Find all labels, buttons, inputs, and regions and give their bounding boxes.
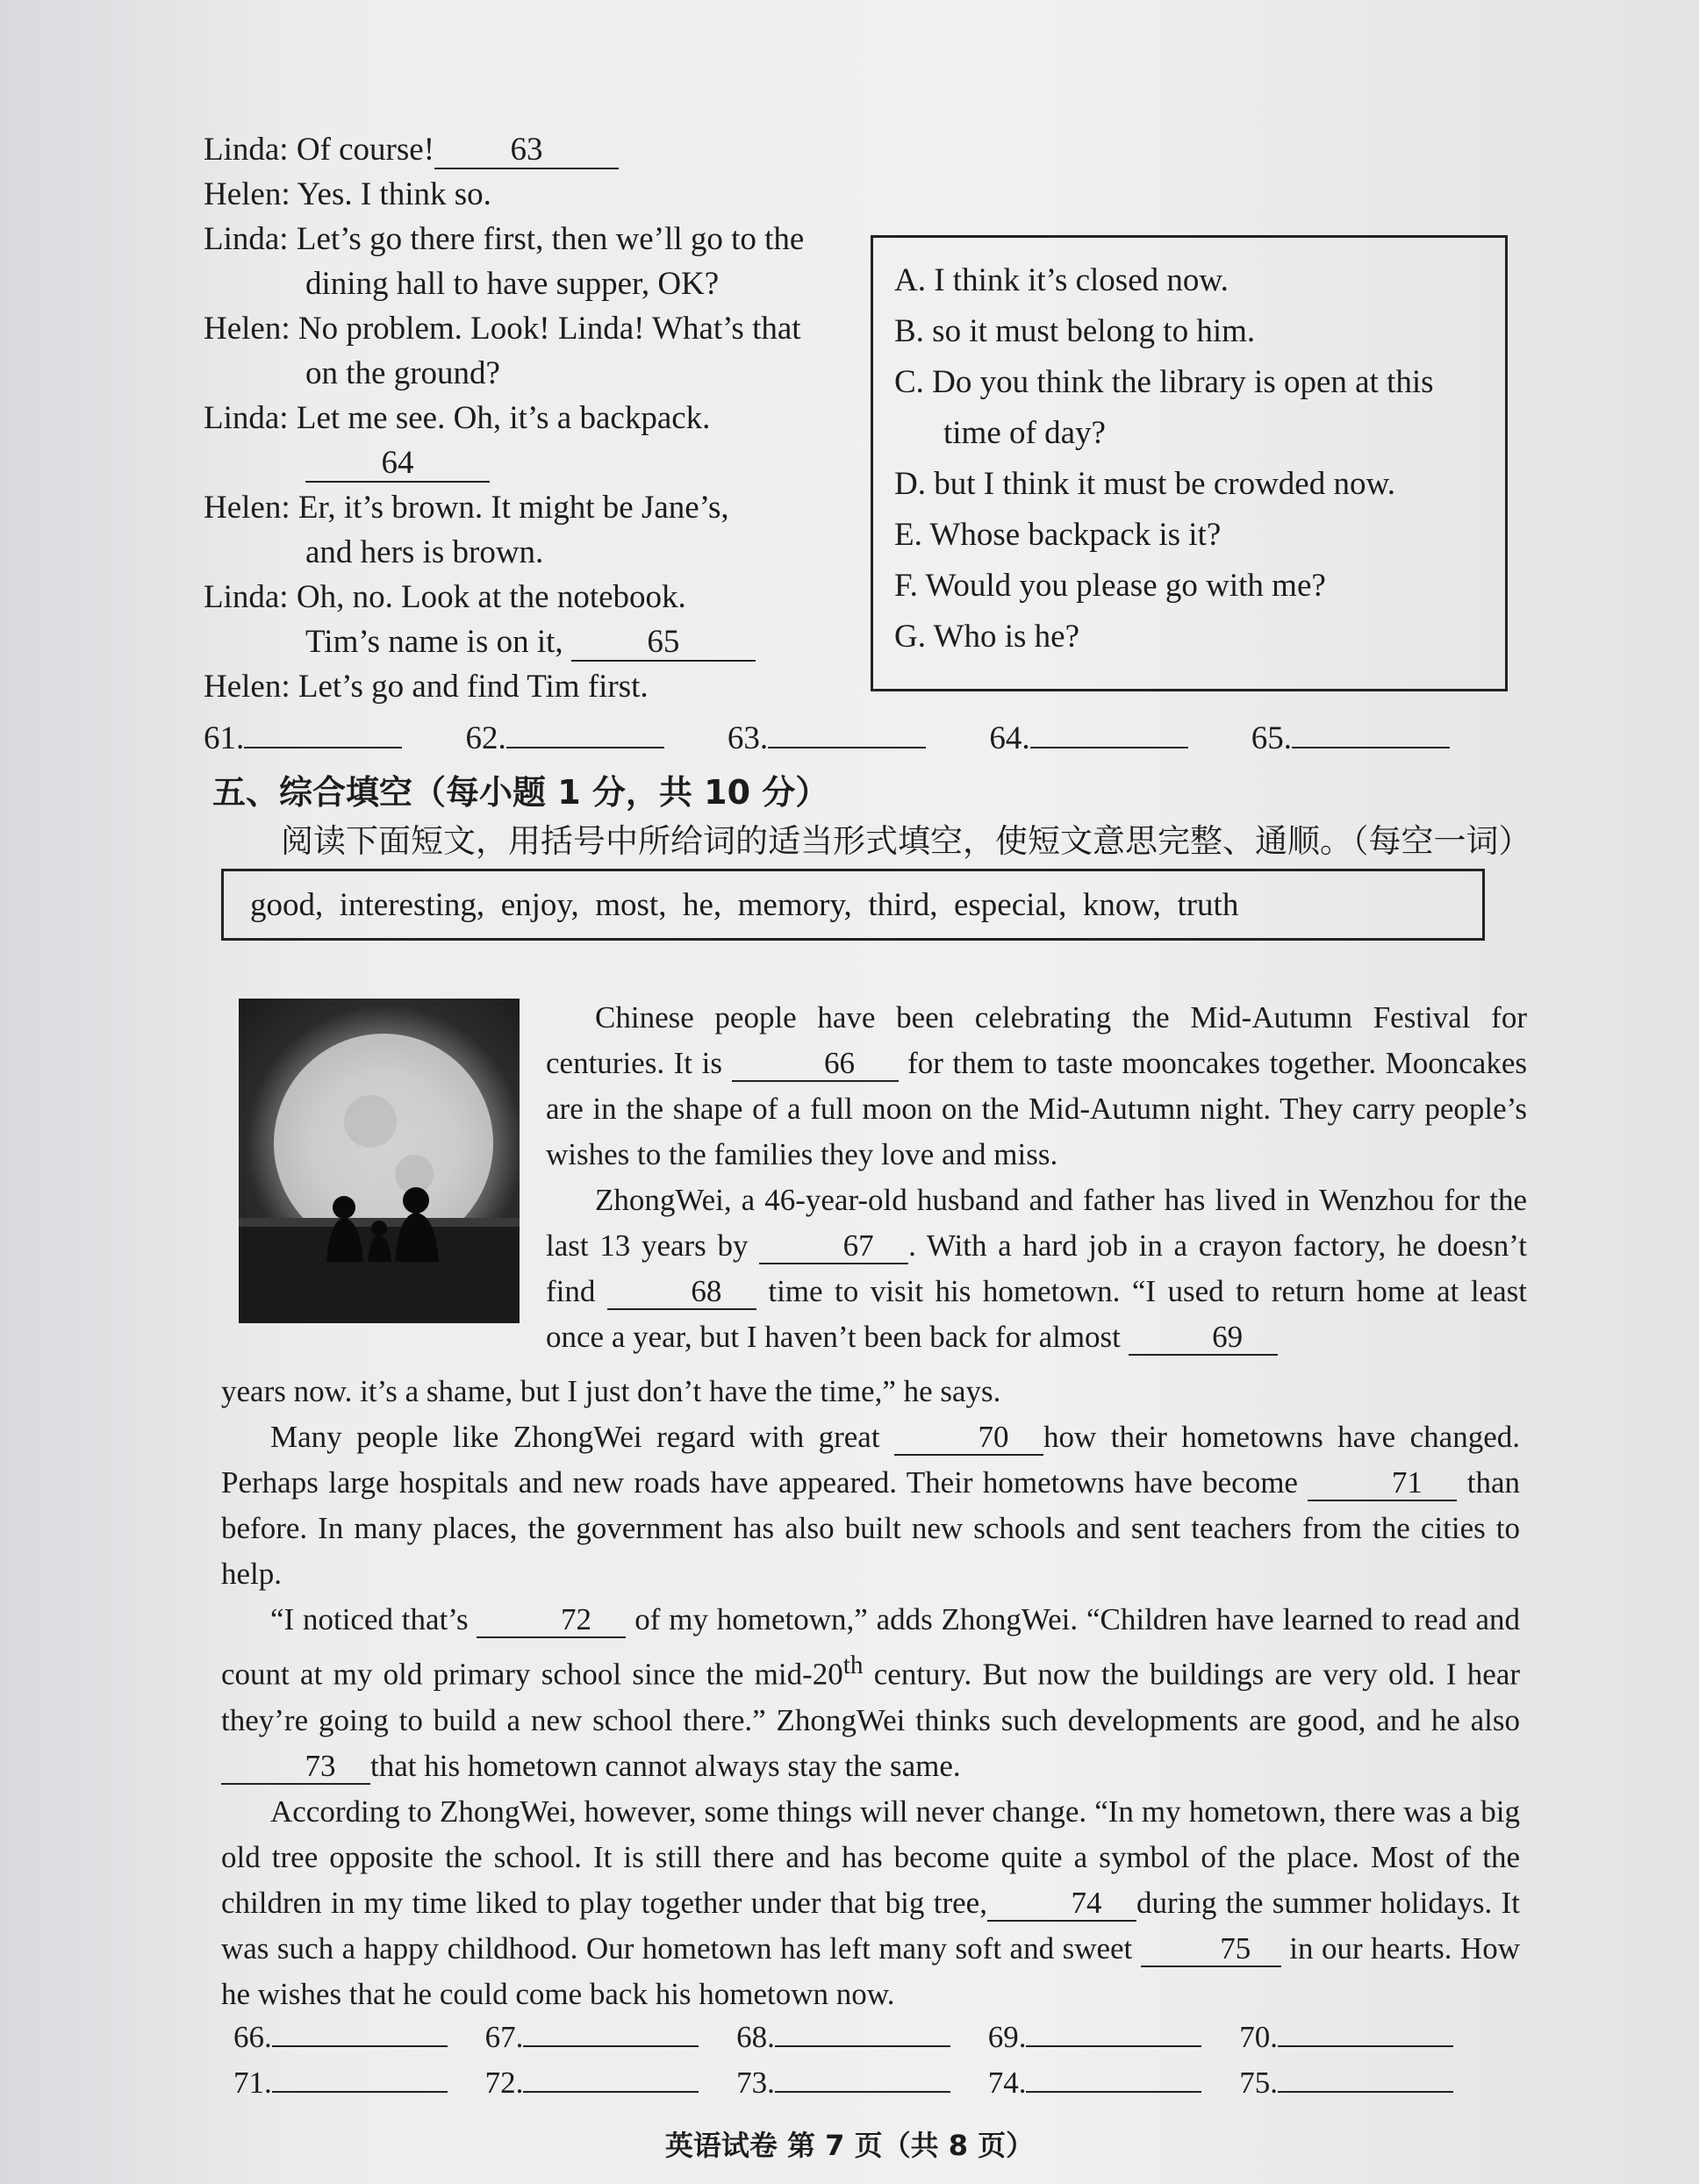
option-b: B. so it must belong to him. [894, 313, 1256, 349]
answer-74[interactable]: 74. [988, 2060, 1202, 2106]
option-f: F. Would you please go with me? [894, 568, 1326, 604]
dialogue [204, 127, 871, 709]
dialogue-line: Linda: Let’s go there first, then we’ll go to the [204, 221, 805, 257]
option-c-cont: time of day? [943, 415, 1106, 451]
dialogue-line: on the ground? [305, 355, 500, 391]
dialogue-line [204, 440, 871, 485]
dialogue-line: Linda: Let me see. Oh, it’s a backpack. [204, 400, 711, 436]
answer-68[interactable]: 68. [736, 2015, 950, 2060]
answer-grid-row [233, 2060, 1453, 2106]
blank-72: 72 [477, 1604, 626, 1638]
passage-full-width [221, 1369, 1520, 2017]
blank-69: 69 [1129, 1321, 1278, 1356]
answer-64[interactable]: 64. [989, 720, 1187, 757]
dialogue-line: Linda: Oh, no. Look at the notebook. [204, 579, 686, 615]
answer-grid-row [233, 2015, 1453, 2060]
answer-70[interactable]: 70. [1239, 2015, 1453, 2060]
dialogue-line: dining hall to have supper, OK? [305, 266, 720, 302]
word-bank-item: memory, [737, 886, 852, 923]
word-bank-item: interesting, [339, 886, 485, 923]
paragraph-4: “I noticed that’s 72 of my hometown,” adds ZhongWei. “Children have learned to read and count at my old primary school since the mid-20th century. But now the buildings are very old. I hear they’re going to build a new school there.” ZhongWei thinks such developments are good, and he also 73 that his hometown cannot always stay the same. [221, 1602, 1521, 1783]
options-box [871, 235, 1508, 691]
answer-65[interactable]: 65. [1251, 720, 1450, 757]
word-bank-item: know, [1082, 886, 1161, 923]
word-bank-item: good, [250, 886, 324, 923]
dialogue-line: Tim’s name is on it, 65 [204, 619, 871, 664]
dialogue-line: Helen: Er, it’s brown. It might be Jane’s, [204, 490, 729, 526]
option-a: A. I think it’s closed now. [894, 262, 1229, 298]
answer-67[interactable]: 67. [485, 2015, 699, 2060]
paragraph-2-end: years now. it’s a shame, but I just don’t have the time,” he says. [221, 1374, 1001, 1408]
moon-family-photo [239, 999, 520, 1323]
option-c: C. Do you think the library is open at this [894, 364, 1434, 400]
section-instruction: 阅读下面短文，用括号中所给词的适当形式填空，使短文意思完整、通顺。（每空一词） [281, 822, 1531, 860]
dialogue-line: Linda: Of course! 63 [204, 127, 871, 172]
dialogue-line: Helen: Yes. I think so. [204, 176, 491, 212]
paragraph-5: According to ZhongWei, however, some things will never change. “In my hometown, there was a big old tree opposite the school. It is still there and has become quite a symbol of the place. Most of the children in my time liked to play together under that big tree, 74 during the summer holidays. It was such a happy childhood. Our hometown has left many soft and sweet 75 in our hearts. How he wishes that he could come back his hometown now. [221, 1794, 1521, 2011]
word-bank-item: third, [868, 886, 938, 923]
moon-silhouette-illustration [239, 999, 520, 1323]
word-bank [221, 869, 1485, 941]
section-title: 五、综合填空（每小题 1 分，共 10 分） [212, 773, 829, 812]
option-e: E. Whose backpack is it? [894, 517, 1222, 553]
answer-72[interactable]: 72. [485, 2060, 699, 2106]
word-bank-item: most, [595, 886, 667, 923]
blank-68: 68 [607, 1276, 756, 1310]
word-bank-item: enjoy, [500, 886, 579, 923]
answer-71[interactable]: 71. [233, 2060, 448, 2106]
word-bank-item: truth [1177, 886, 1239, 923]
answer-73[interactable]: 73. [736, 2060, 950, 2106]
answer-66[interactable]: 66. [233, 2015, 448, 2060]
paragraph-3: Many people like ZhongWei regard with great 70 how their hometowns have changed. Perhaps large hospitals and new roads have appeared. Their hometowns have become 71 than before. In many places, the government has also built new schools and sent teachers from the cities to help. [221, 1420, 1521, 1591]
paragraph-1: Chinese people have been celebrating the Mid-Autumn Festival for centuries. It is 66 for them to taste mooncakes together. Mooncakes are in the shape of a full moon on the Mid-Autumn night. They carry people’s wishes to the families they love and miss. [546, 1000, 1527, 1171]
blank-71: 71 [1308, 1467, 1457, 1501]
blank-73: 73 [221, 1751, 370, 1785]
page-footer: 英语试卷 第 7 页（共 8 页） [664, 2129, 1035, 2162]
blank-63: 63 [434, 133, 619, 169]
dialogue-line: Helen: Let’s go and find Tim first. [204, 669, 649, 705]
answer-grid-66-75 [233, 2015, 1453, 2106]
blank-65: 65 [571, 626, 756, 662]
blank-64: 64 [305, 447, 490, 483]
blank-70: 70 [894, 1421, 1043, 1456]
answer-62[interactable]: 62. [465, 720, 663, 757]
blank-67: 67 [759, 1230, 908, 1264]
word-bank-item: he, [682, 886, 722, 923]
answer-69[interactable]: 69. [988, 2015, 1202, 2060]
paragraph-2: ZhongWei, a 46-year-old husband and father has lived in Wenzhou for the last 13 years by 67 . With a hard job in a crayon factory, he doesn’t find 68 time to visit his hometown. “I used to return home at least once a year, but I haven’t been back for almost 69 [546, 1183, 1528, 1354]
dialogue-line: and hers is brown. [305, 534, 544, 570]
answer-row-61-65 [204, 720, 1450, 757]
passage-right-column [546, 995, 1527, 1360]
blank-74: 74 [987, 1887, 1136, 1922]
answer-75[interactable]: 75. [1239, 2060, 1453, 2106]
blank-66: 66 [732, 1048, 899, 1082]
answer-63[interactable]: 63. [728, 720, 926, 757]
option-d: D. but I think it must be crowded now. [894, 466, 1396, 502]
dialogue-line: Helen: No problem. Look! Linda! What’s that [204, 311, 801, 347]
answer-61[interactable]: 61. [204, 720, 402, 757]
option-g: G. Who is he? [894, 619, 1079, 655]
blank-75: 75 [1141, 1933, 1281, 1967]
word-bank-item: especial, [953, 886, 1067, 923]
